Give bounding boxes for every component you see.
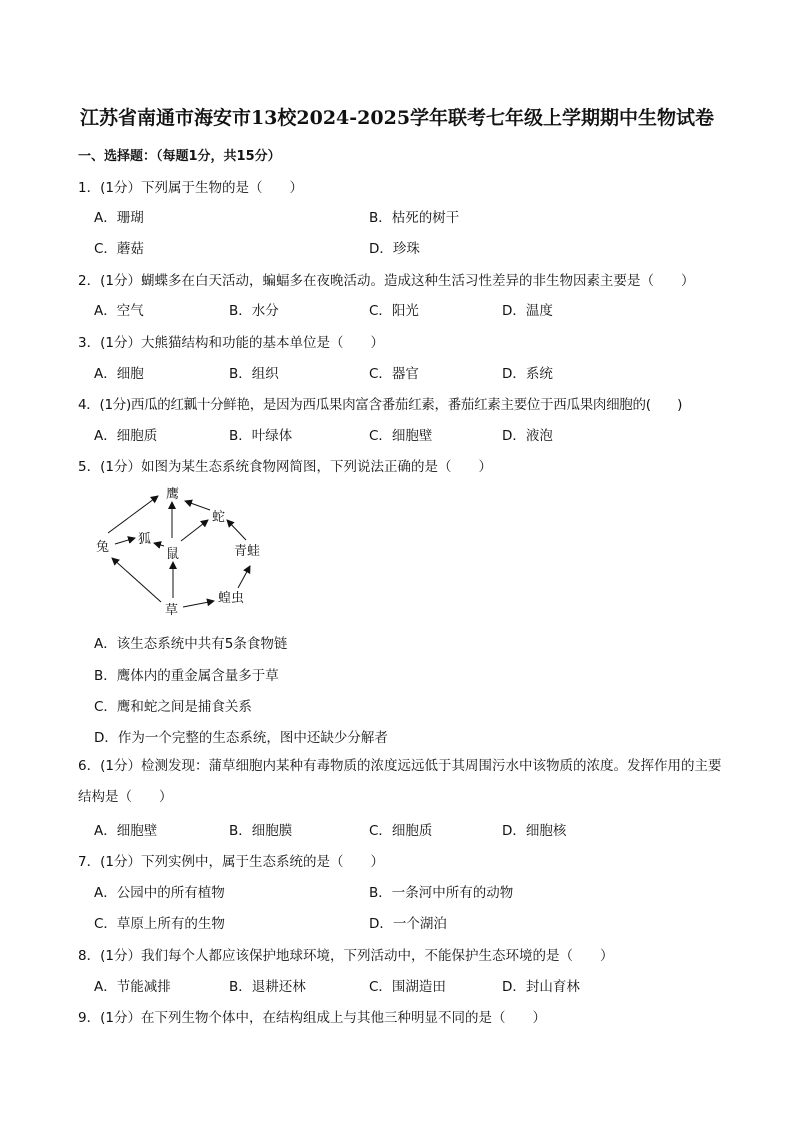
node-rabbit: 兔	[96, 540, 110, 555]
section-title: 一、选择题：（每题1分，共15分）	[78, 149, 281, 164]
question-9: 9．(1分）在下列生物个体中，在结构组成上与其他三种明显不同的是（ ）	[78, 1010, 546, 1026]
q5-option-c[interactable]: C．鹰和蛇之间是捕食关系	[94, 699, 252, 715]
q3-option-d[interactable]: D．系统	[502, 366, 553, 382]
arrow-mouse-fox	[154, 543, 164, 546]
q7-option-b[interactable]: B．一条河中所有的动物	[369, 885, 514, 901]
arrow-locust-frog	[238, 566, 250, 588]
q4-option-b[interactable]: B．叶绿体	[229, 428, 293, 444]
q5-option-d[interactable]: D．作为一个完整的生态系统，图中还缺少分解者	[94, 730, 388, 746]
arrow-rabbit-fox	[115, 538, 135, 544]
q3-option-b[interactable]: B．组织	[229, 366, 279, 382]
q2-option-d[interactable]: D．温度	[502, 303, 553, 319]
q5-option-b[interactable]: B．鹰体内的重金属含量多于草	[94, 668, 279, 684]
q3-option-c[interactable]: C．器官	[369, 366, 419, 382]
node-grass: 草	[165, 603, 179, 618]
node-snake: 蛇	[212, 510, 226, 525]
node-frog: 青蛙	[234, 544, 261, 559]
question-4: 4．(1分)西瓜的红瓤十分鲜艳，是因为西瓜果肉富含番茄红素，番茄红素主要位于西瓜果肉细胞的( )	[78, 397, 683, 413]
q3-option-a[interactable]: A．细胞	[94, 366, 144, 382]
question-8: 8．(1分）我们每个人都应该保护地球环境，下列活动中，不能保护生态环境的是（ ）	[78, 948, 614, 964]
q4-option-a[interactable]: A．细胞质	[94, 428, 158, 444]
q2-option-a[interactable]: A．空气	[94, 303, 144, 319]
arrow-frog-snake	[227, 520, 246, 540]
arrow-grass-rabbit	[112, 558, 161, 602]
q2-option-c[interactable]: C．阳光	[369, 303, 419, 319]
q8-option-d[interactable]: D．封山育林	[502, 979, 580, 995]
q4-option-d[interactable]: D．液泡	[502, 428, 553, 444]
question-1: 1．(1分）下列属于生物的是（ ）	[78, 180, 303, 196]
question-6	[78, 751, 728, 813]
question-7: 7．(1分）下列实例中，属于生态系统的是（ ）	[78, 854, 384, 870]
arrow-rabbit-eagle	[108, 496, 158, 533]
node-locust: 蝗虫	[218, 591, 245, 606]
q6-option-d[interactable]: D．细胞核	[502, 823, 567, 839]
q4-option-c[interactable]: C．细胞壁	[369, 428, 433, 444]
q1-option-d[interactable]: D．珍珠	[369, 241, 420, 257]
node-mouse: 鼠	[166, 547, 180, 562]
q8-option-a[interactable]: A．节能减排	[94, 979, 171, 995]
q8-option-c[interactable]: C．围湖造田	[369, 979, 446, 995]
q6-option-a[interactable]: A．细胞壁	[94, 823, 158, 839]
q7-option-a[interactable]: A．公园中的所有植物	[94, 885, 225, 901]
q5-option-a[interactable]: A．该生态系统中共有5条食物链	[94, 636, 288, 652]
q8-option-b[interactable]: B．退耕还林	[229, 979, 306, 995]
q7-option-c[interactable]: C．草原上所有的生物	[94, 916, 225, 932]
arrow-grass-locust	[183, 601, 214, 607]
food-web-diagram	[88, 478, 288, 618]
question-5: 5．(1分）如图为某生态系统食物网简图，下列说法正确的是（ ）	[78, 459, 492, 475]
q1-option-b[interactable]: B．枯死的树干	[369, 210, 460, 226]
arrow-snake-eagle	[185, 501, 210, 510]
node-eagle: 鹰	[166, 487, 180, 502]
q6-option-c[interactable]: C．细胞质	[369, 823, 433, 839]
q6-option-b[interactable]: B．细胞膜	[229, 823, 293, 839]
page-title: 江苏省南通市海安市13校2024-2025学年联考七年级上学期期中生物试卷	[79, 107, 715, 129]
question-2: 2．(1分）蝴蝶多在白天活动，蝙蝠多在夜晚活动。造成这种生活习性差异的非生物因素主要是（ ）	[78, 273, 695, 289]
q7-option-d[interactable]: D．一个湖泊	[369, 916, 447, 932]
question-6-text: 6．(1分）检测发现：蒲草细胞内某种有毒物质的浓度远远低于其周围污水中该物质的浓度。发挥作用的主要结构是（ ）	[78, 758, 722, 805]
q2-option-b[interactable]: B．水分	[229, 303, 279, 319]
node-fox: 狐	[138, 532, 152, 547]
q1-option-a[interactable]: A．珊瑚	[94, 210, 144, 226]
question-3: 3．(1分）大熊猫结构和功能的基本单位是（ ）	[78, 335, 384, 351]
q1-option-c[interactable]: C．蘑菇	[94, 241, 144, 257]
arrow-mouse-snake	[181, 520, 208, 541]
